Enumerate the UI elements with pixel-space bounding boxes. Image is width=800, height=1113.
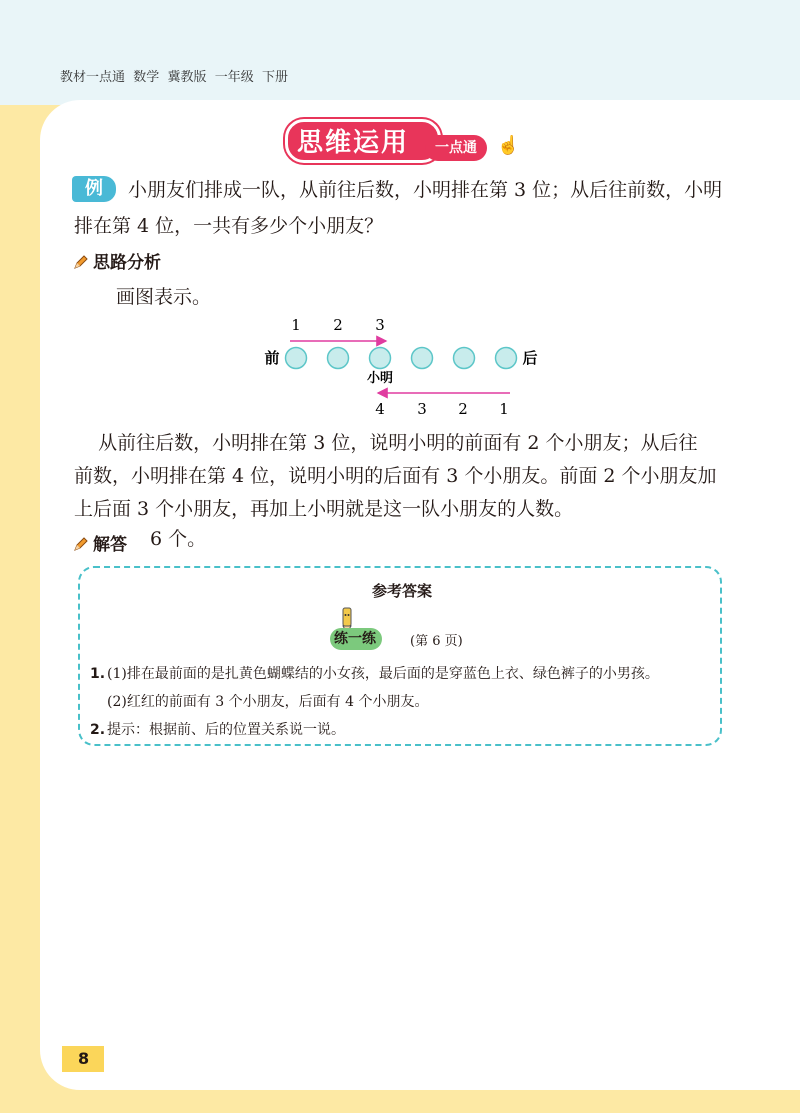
top-number: 3 <box>375 316 385 334</box>
example-line-2: 排在第 4 位，一共有多少个小朋友？ <box>74 215 384 237</box>
children-row <box>286 348 517 369</box>
child-circle <box>412 348 433 369</box>
back-label: 后 <box>522 349 538 367</box>
book-header: 教材一点通 数学 冀教版 一年级 下册 <box>60 70 289 85</box>
reference-answers-box <box>78 566 722 746</box>
top-number: 2 <box>333 316 343 334</box>
practice-badge: 练一练 <box>330 628 382 650</box>
analysis-paragraph-1: 从前往后数，小明排在第 3 位，说明小明的前面有 2 个小朋友；从后往 <box>74 432 698 454</box>
answer-item-1b: (2)红红的前面有 3 个小朋友，后面有 4 个小朋友。 <box>107 694 429 710</box>
xiaoming-label: 小明 <box>366 371 394 386</box>
child-circle <box>496 348 517 369</box>
pencil-icon <box>73 536 89 552</box>
solution-heading <box>73 530 127 555</box>
analysis-intro: 画图表示。 <box>116 286 212 308</box>
bottom-number: 2 <box>458 400 468 418</box>
answer-item-1-number: 1. <box>90 666 106 682</box>
child-circle <box>454 348 475 369</box>
solution-text: 6 个。 <box>150 528 207 550</box>
answer-item-2-number: 2. <box>90 722 106 738</box>
child-circle <box>370 348 391 369</box>
bottom-number: 3 <box>417 400 427 418</box>
answer-item-2: 提示：根据前、后的位置关系说一说。 <box>107 722 345 738</box>
pencil-icon <box>73 254 89 270</box>
bottom-number: 1 <box>499 400 509 418</box>
section-banner <box>285 113 520 165</box>
banner-subtitle: 一点通 <box>425 135 487 161</box>
analysis-paragraph-3: 上后面 3 个小朋友，再加上小明就是这一队小朋友的人数。 <box>74 498 574 520</box>
page-number: 8 <box>62 1046 104 1072</box>
bottom-number: 4 <box>375 400 385 418</box>
analysis-heading <box>73 248 161 273</box>
example-line-1: 小朋友们排成一队，从前往后数，小明排在第 3 位；从后往前数，小明 <box>128 179 723 201</box>
position-diagram <box>250 310 550 425</box>
answer-item-1a: (1)排在最前面的是扎黄色蝴蝶结的小女孩，最后面的是穿蓝色上衣、绿色裤子的小男孩。 <box>107 666 659 682</box>
front-label: 前 <box>264 349 280 367</box>
child-circle <box>286 348 307 369</box>
practice-page: (第 6 页) <box>410 634 463 649</box>
answers-title: 参考答案 <box>371 582 432 600</box>
analysis-heading-text: 思路分析 <box>93 253 161 273</box>
top-background <box>0 0 800 105</box>
banner-title: 思维运用 <box>297 128 410 158</box>
top-number: 1 <box>291 316 301 334</box>
example-badge: 例 <box>72 176 116 202</box>
solution-heading-text: 解答 <box>93 535 127 555</box>
analysis-paragraph-2: 前数，小明排在第 4 位，说明小明的后面有 3 个小朋友。前面 2 个小朋友加 <box>74 465 717 487</box>
pointing-hand-icon: ☝ <box>497 135 520 156</box>
child-circle <box>328 348 349 369</box>
